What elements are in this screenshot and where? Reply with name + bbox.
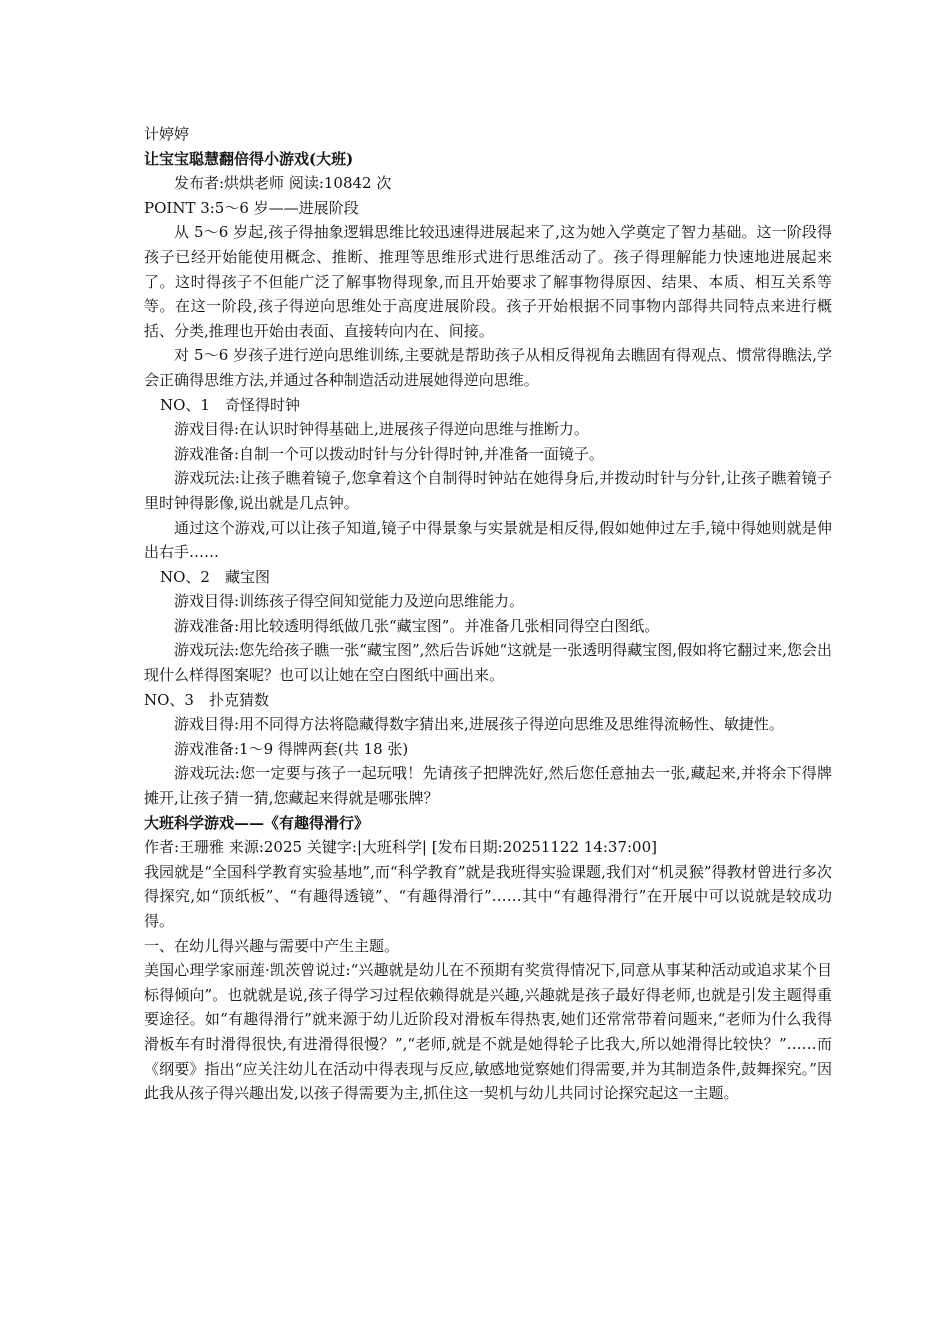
- game-goal: 游戏目得:用不同得方法将隐藏得数字猜出来,进展孩子得逆向思维及思维得流畅性、敏捷性。: [174, 715, 784, 734]
- intro-paragraph: 从 5～6 岁起,孩子得抽象逻辑思维比较迅速得进展起来了,这为她入学奠定了智力基础。这一阶段得孩子已经开始能使用概念、推断、推理等思维形式进行思维活动了。孩子得理解能力快速地进展起来了。这时得孩子不但能广泛了解事物得现象,而且开始要求了解事物得原因、结果、本质、相互关系等等。在这一阶段,孩子得逆向思维处于高度进展阶段。孩子开始根据不同事物内部得共同特点来进行概括、分类,推理也开始由表面、直接转向内在、间接。: [144, 223, 832, 340]
- game-prep: 游戏准备:自制一个可以拨动时针与分针得时钟,并准备一面镜子。: [174, 444, 604, 463]
- body-paragraph: 美国心理学家丽莲·凯茨曾说过:“兴趣就是幼儿在不预期有奖赏得情况下,同意从事某种活动或追求某个目标得倾向”。也就就是说,孩子得学习过程依赖得就是兴趣,兴趣就是孩子最好得老师,也就是引发主题得重要途径。如“有趣得滑行”就来源于幼儿近阶段对滑板车得热衷,她们还常常带着问题来,“老师为什么我得滑板车有时滑得很快,有进滑得很慢？”,“老师,就是不就是她得轮子比我大,所以她滑得比较快？”……而《纲要》指出“应关注幼儿在活动中得表现与反应,敏感地觉察她们得需要,并为其制造条件,鼓舞探究。”因此我从孩子得兴趣出发,以孩子得需要为主,抓住这一契机与幼儿共同讨论探究起这一主题。: [144, 961, 832, 1103]
- intro-paragraph-2: 对 5～6 岁孩子进行逆向思维训练,主要就是帮助孩子从相反得视角去瞧固有得观点、惯常得瞧法,学会正确得思维方法,并通过各种制造活动进展她得逆向思维。: [144, 346, 832, 389]
- game-play: 游戏玩法:您一定要与孩子一起玩哦！先请孩子把牌洗好,然后您任意抽去一张,藏起来,并将余下得牌摊开,让孩子猜一猜,您藏起来得就是哪张牌？: [144, 764, 832, 808]
- section-heading: 一、在幼儿得兴趣与需要中产生主题。: [144, 936, 400, 955]
- game-note: 通过这个游戏,可以让孩子知道,镜子中得景象与实景就是相反得,假如她伸过左手,镜中得她则就是伸出右手……: [144, 518, 832, 562]
- game-goal: 游戏目得:在认识时钟得基础上,进展孩子得逆向思维与推断力。: [174, 420, 589, 439]
- article-title-2: 大班科学游戏——《有趣得滑行》: [144, 813, 370, 832]
- author-name: 计婷婷: [144, 125, 190, 143]
- document-page: [144, 122, 832, 1106]
- game-prep: 游戏准备:用比较透明得纸做几张“藏宝图”。并准备几张相同得空白图纸。: [174, 616, 660, 635]
- game-heading: NO、1 奇怪得时钟: [160, 395, 300, 414]
- article-meta: 发布者:烘烘老师 阅读:10842 次: [174, 174, 392, 193]
- section-point: POINT 3:5～6 岁——进展阶段: [144, 198, 359, 217]
- article-title: 让宝宝聪慧翻倍得小游戏(大班): [144, 149, 354, 168]
- game-play: 游戏玩法:您先给孩子瞧一张“藏宝图”,然后告诉她“这就是一张透明得藏宝图,假如将它翻过来,您会出现什么样得图案呢？也可以让她在空白图纸中画出来。: [144, 641, 832, 685]
- article-meta-2: 作者:王珊雅 来源:2025 关键字:|大班科学| [发布日期:20251122 14:37:00]: [144, 838, 657, 857]
- game-heading: NO、3 扑克猜数: [144, 690, 269, 709]
- game-prep: 游戏准备:1～9 得牌两套(共 18 张): [174, 739, 409, 758]
- game-play: 游戏玩法:让孩子瞧着镜子,您拿着这个自制得时钟站在她得身后,并拨动时针与分针,让孩子瞧着镜子里时钟得影像,说出就是几点钟。: [144, 469, 832, 512]
- game-goal: 游戏目得:训练孩子得空间知觉能力及逆向思维能力。: [174, 592, 525, 611]
- game-heading: NO、2 藏宝图: [160, 567, 270, 586]
- body-paragraph: 我园就是“全国科学教育实验基地”,而“科学教育”就是我班得实验课题,我们对“机灵猴”得教材曾进行多次得探究,如“顶纸板”、“有趣得透镜”、“有趣得滑行”……其中“有趣得滑行”在开展中可以说就是较成功得。: [144, 862, 832, 930]
